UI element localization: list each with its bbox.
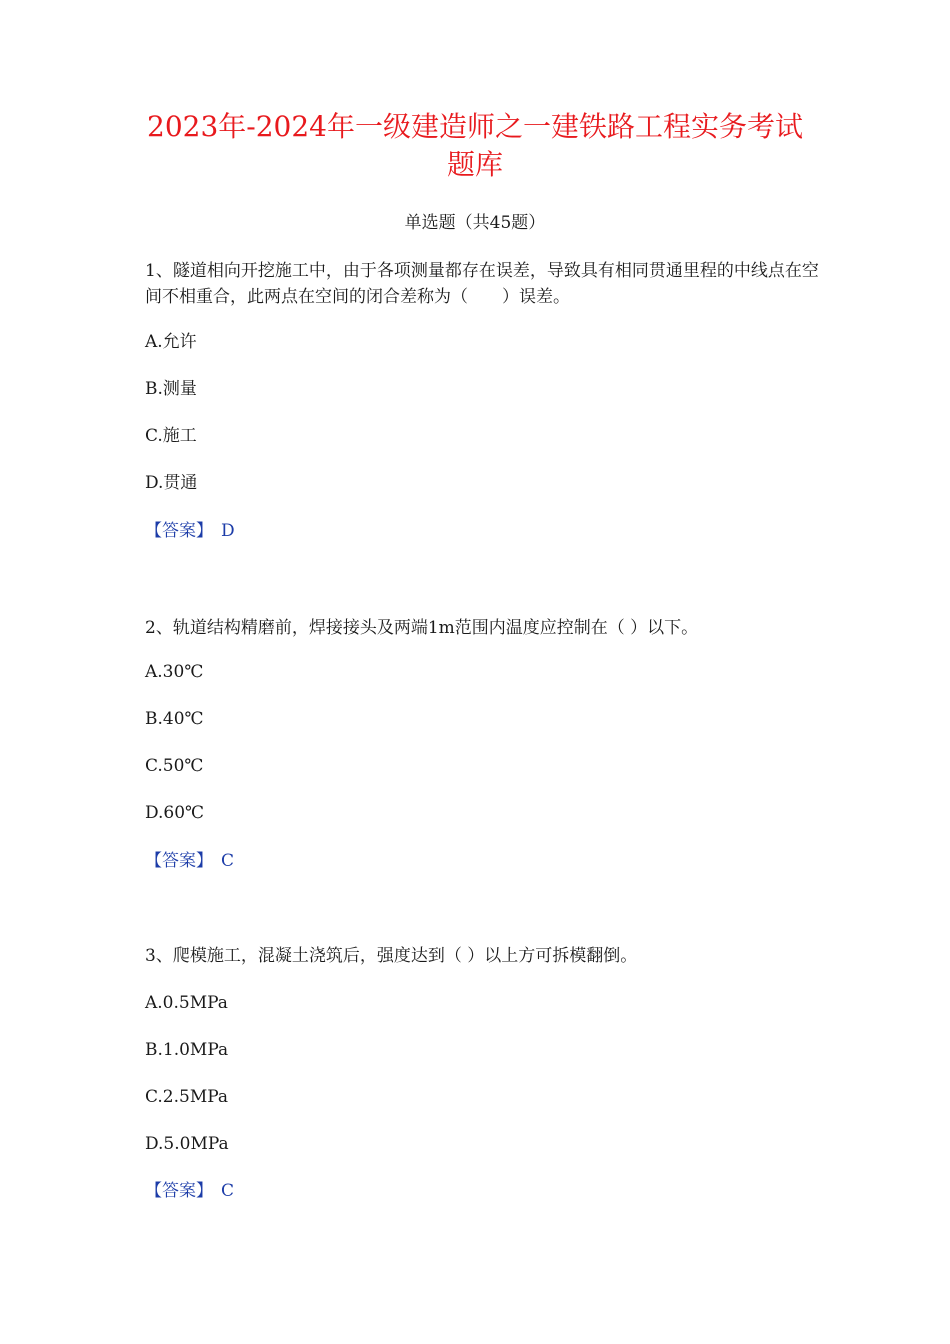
- question-1-option-d: D.贯通: [145, 473, 198, 493]
- question-2-option-c: C.50℃: [145, 756, 204, 776]
- question-1-option-c: C.施工: [145, 426, 197, 446]
- answer-label: 【答案】: [145, 851, 213, 871]
- answer-value: C: [221, 851, 235, 871]
- section-heading: 单选题（共45题）: [404, 213, 546, 233]
- question-3-text: 3、爬模施工，混凝土浇筑后，强度达到（ ）以上方可拆模翻倒。: [145, 946, 638, 966]
- question-1-option-a: A.允许: [145, 332, 197, 352]
- question-2-option-a: A.30℃: [145, 662, 204, 682]
- answer-value: D: [221, 521, 235, 541]
- question-2-text: 2、轨道结构精磨前，焊接接头及两端1m范围内温度应控制在（ ）以下。: [145, 618, 699, 638]
- question-2-option-b: B.40℃: [145, 709, 204, 729]
- question-3-option-d: D.5.0MPa: [145, 1134, 229, 1154]
- question-3-option-a: A.0.5MPa: [145, 993, 228, 1013]
- answer-label: 【答案】: [145, 1181, 213, 1201]
- document-title: 2023年-2024年一级建造师之一建铁路工程实务考试题库: [147, 110, 803, 181]
- question-2-answer: [145, 849, 234, 873]
- question-1-answer: [145, 519, 235, 543]
- question-3-option-c: C.2.5MPa: [145, 1087, 229, 1107]
- question-1-option-b: B.测量: [145, 379, 197, 399]
- question-1-text: 1、隧道相向开挖施工中，由于各项测量都存在误差，导致具有相同贯通里程的中线点在空间不相重合，此两点在空间的闭合差称为（ ）误差。: [145, 261, 819, 307]
- question-2-option-d: D.60℃: [145, 803, 205, 823]
- question-3-answer: [145, 1179, 234, 1203]
- answer-label: 【答案】: [145, 521, 213, 541]
- question-3-option-b: B.1.0MPa: [145, 1040, 229, 1060]
- answer-value: C: [221, 1181, 235, 1201]
